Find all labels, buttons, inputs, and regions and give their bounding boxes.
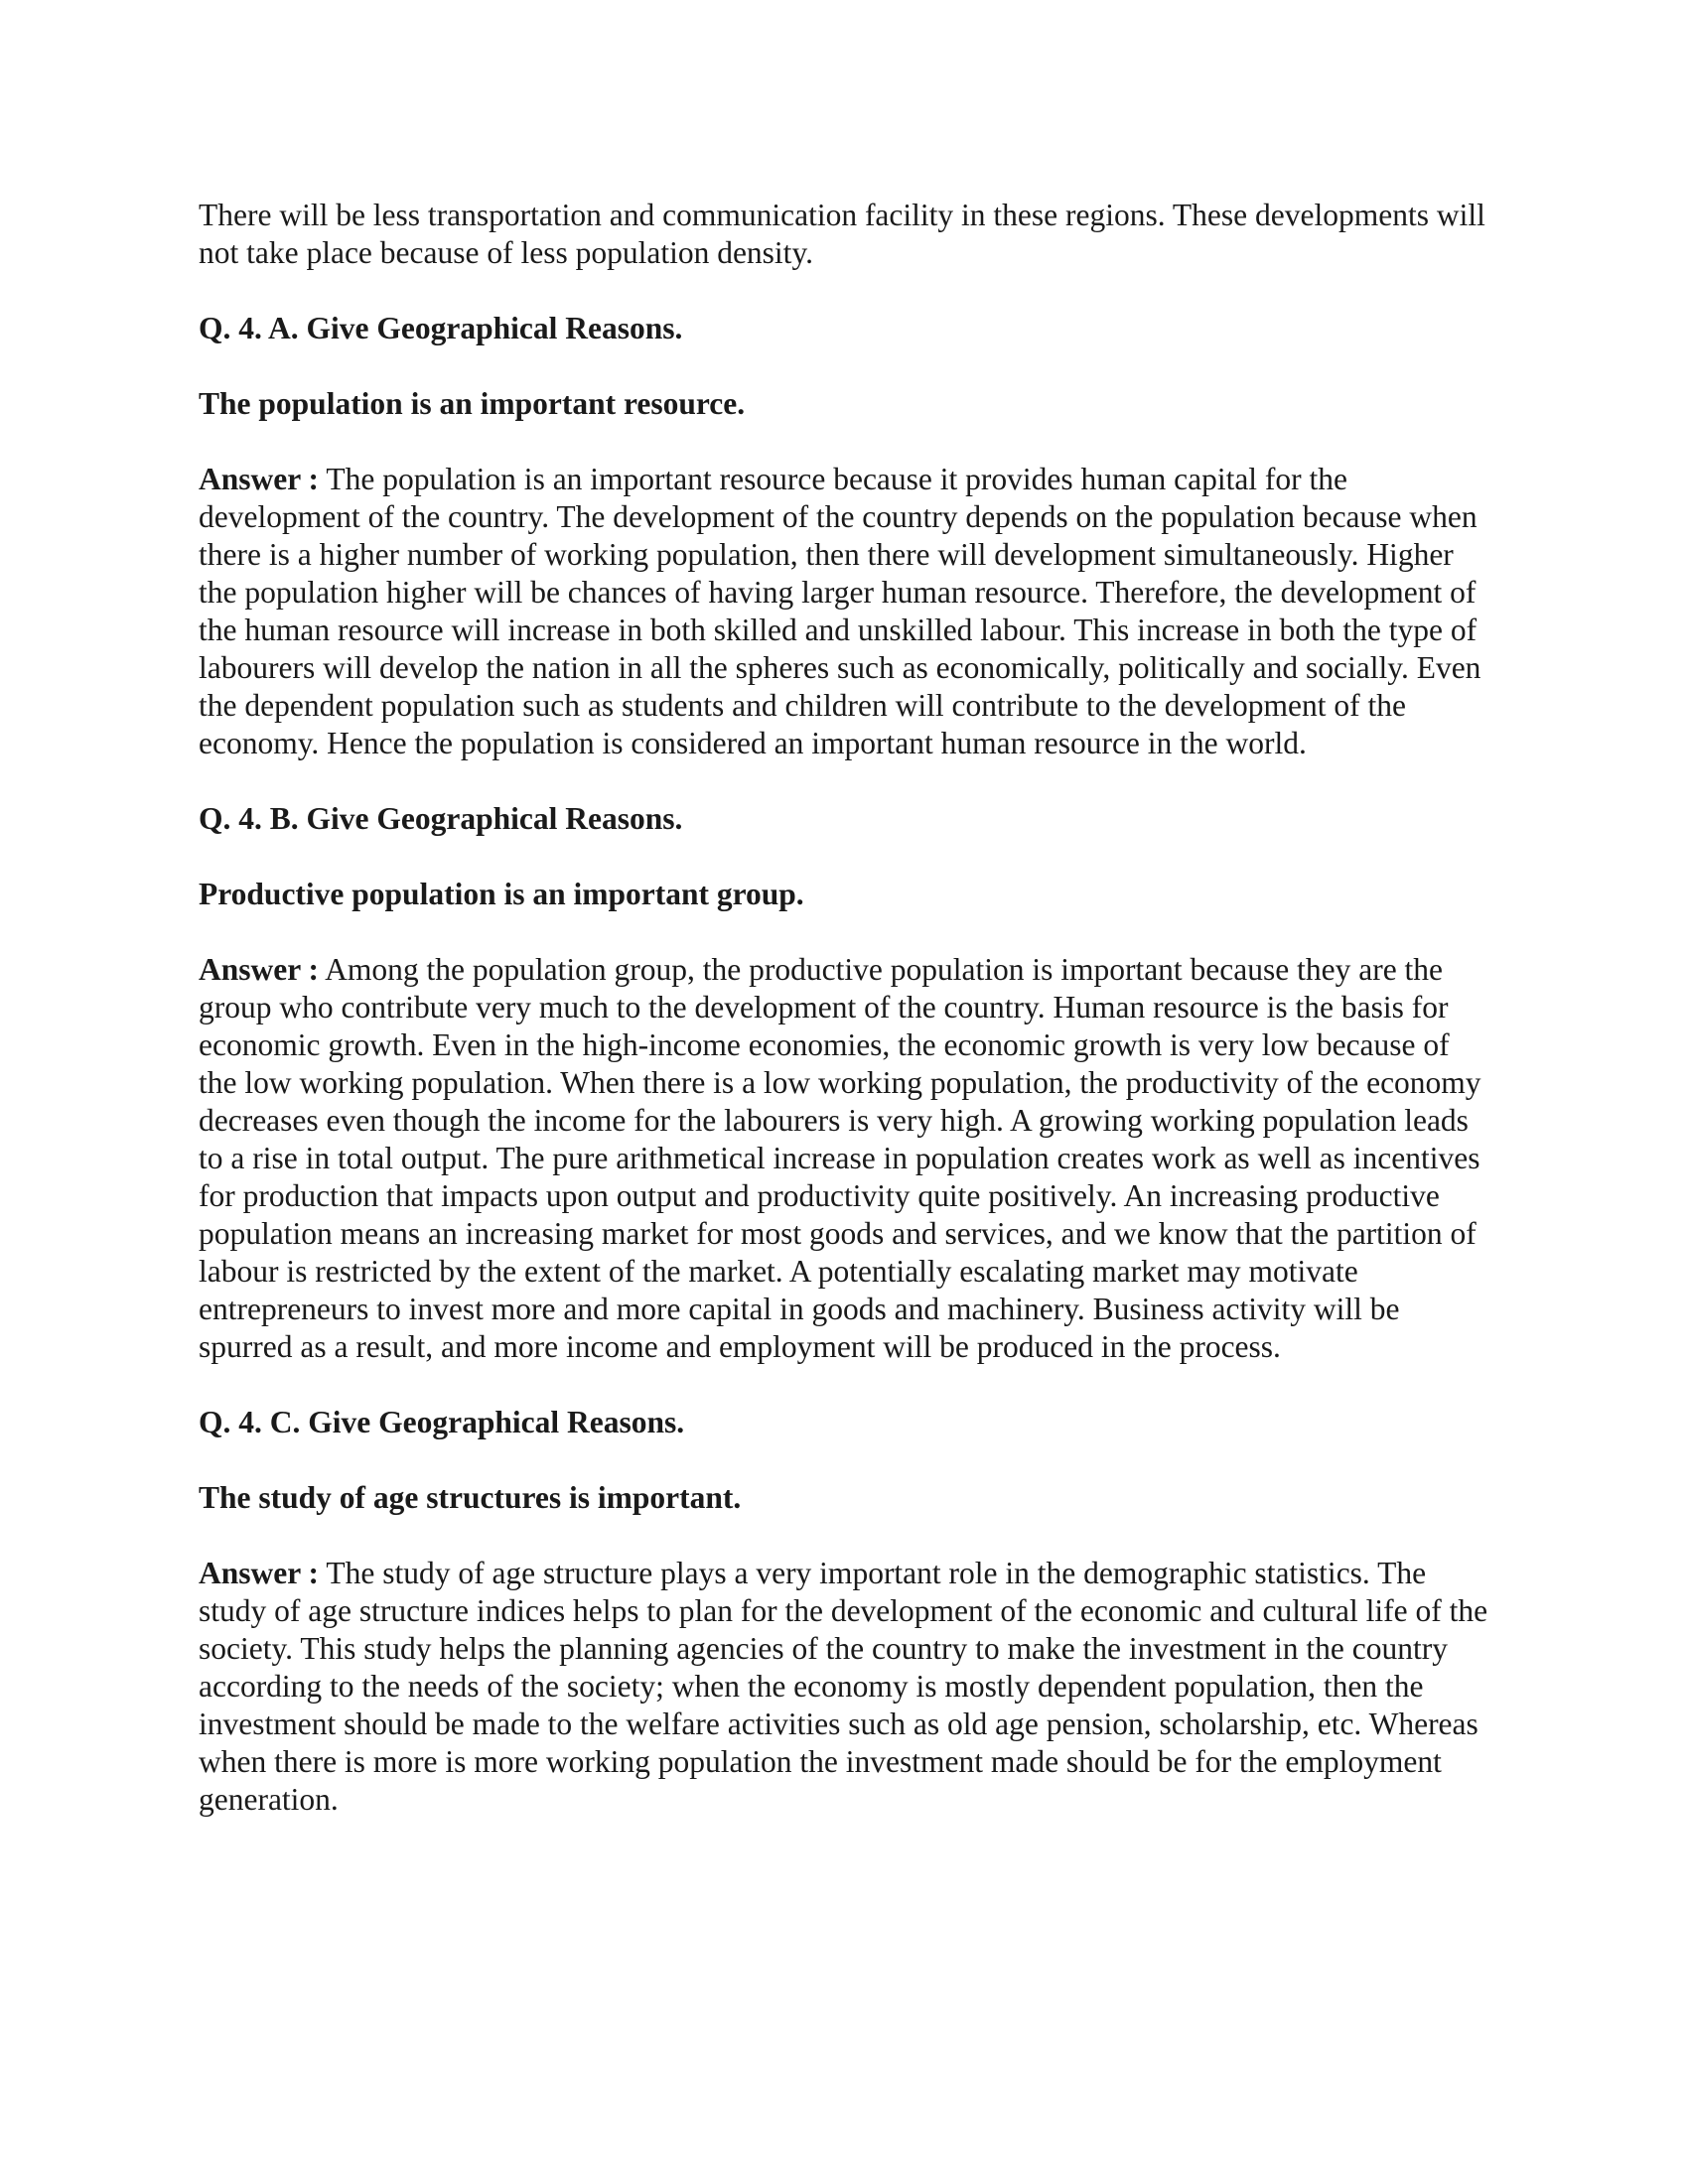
document-page bbox=[199, 197, 1489, 1856]
answer-text: Among the population group, the productive population is important because they are the group who contribute very much to the development of the country. Human resource is the basis for economic growth. Even in the high-income economies, the economic growth is very low because of the low working population. When there is a low working population, the productivity of the economy decreases even though the income for the labourers is very high. A growing working population leads to a rise in total output. The pure arithmetical increase in population creates work as well as incentives for production that impacts upon output and productivity quite positively. An increasing productive population means an increasing market for most goods and services, and we know that the partition of labour is restricted by the extent of the market. A potentially escalating market may motivate entrepreneurs to invest more and more capital in goods and machinery. Business activity will be spurred as a result, and more income and employment will be produced in the process. bbox=[199, 952, 1481, 1364]
answer-label: Answer : bbox=[199, 952, 320, 987]
question-heading: Q. 4. B. Give Geographical Reasons. bbox=[199, 801, 683, 836]
section-q4b bbox=[199, 800, 1489, 1366]
section-q4c bbox=[199, 1404, 1489, 1819]
answer-label: Answer : bbox=[199, 462, 320, 496]
question-heading: Q. 4. C. Give Geographical Reasons. bbox=[199, 1405, 685, 1439]
answer-label: Answer : bbox=[199, 1556, 320, 1590]
section-q4a bbox=[199, 310, 1489, 762]
question-statement: The study of age structures is important. bbox=[199, 1480, 742, 1515]
answer-text: The study of age structure plays a very important role in the demographic statistics. The study of age structure indices helps to plan for the development of the economic and cultural life of the society. This study helps the planning agencies of the country to make the investment in the country according to the needs of the society; when the economy is mostly dependent population, then the investment should be made to the welfare activities such as old age pension, scholarship, etc. Whereas when there is more is more working population the investment made should be for the employment generation. bbox=[199, 1556, 1488, 1817]
answer-paragraph bbox=[199, 461, 1489, 762]
answer-paragraph bbox=[199, 951, 1489, 1366]
answer-text: The population is an important resource because it provides human capital for the development of the country. The development of the country depends on the population because when there is a higher number of working population, then there will development simultaneously. Higher the population higher will be chances of having larger human resource. Therefore, the development of the human resource will increase in both skilled and unskilled labour. This increase in both the type of labourers will develop the nation in all the spheres such as economically, politically and socially. Even the dependent population such as students and children will contribute to the development of the economy. Hence the population is considered an important human resource in the world. bbox=[199, 462, 1481, 760]
question-statement: Productive population is an important group. bbox=[199, 877, 804, 911]
intro-paragraph: There will be less transportation and communication facility in these regions. These developments will not take place because of less population density. bbox=[199, 198, 1485, 270]
question-heading: Q. 4. A. Give Geographical Reasons. bbox=[199, 311, 683, 345]
answer-paragraph bbox=[199, 1555, 1489, 1819]
question-statement: The population is an important resource. bbox=[199, 386, 746, 421]
